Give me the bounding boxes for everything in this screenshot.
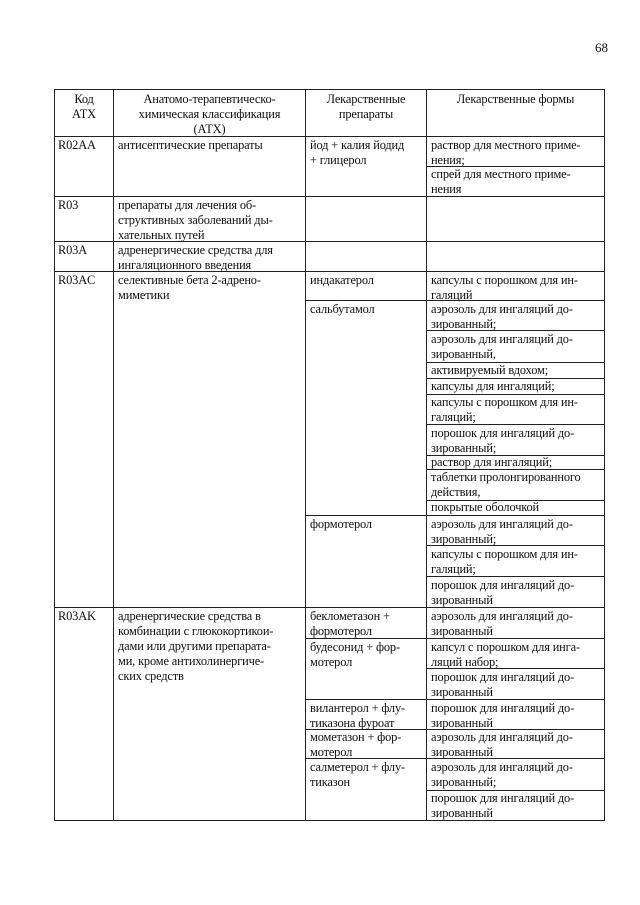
- header-code: Код АТХ: [72, 92, 96, 121]
- row-code: R03AC: [58, 273, 96, 287]
- dosage-form: спрей для местного приме- нения: [431, 167, 571, 196]
- row-code: R03: [58, 198, 79, 212]
- dosage-form: порошок для ингаляций до- зированный: [431, 670, 575, 699]
- dosage-form: капсулы для ингаляций;: [431, 379, 555, 393]
- dosage-form: капсулы с порошком для ин- галяций;: [431, 547, 578, 576]
- row-classification: адренергические средства для ингаляционного введения: [118, 243, 273, 272]
- drug-name: сальбутамол: [310, 302, 375, 316]
- header-forms: Лекарственные формы: [456, 92, 575, 106]
- row-code: R03A: [58, 243, 88, 257]
- dosage-form: покрытые оболочкой: [431, 500, 540, 514]
- page-number: 68: [595, 40, 608, 55]
- dosage-form: капсулы с порошком для ин- галяций;: [431, 395, 578, 424]
- row-classification: селективные бета 2-адрено- миметики: [118, 273, 261, 302]
- dosage-form: аэрозоль для ингаляций до- зированный: [431, 609, 573, 638]
- dosage-form: активируемый вдохом;: [431, 363, 549, 377]
- dosage-form: раствор для местного приме- нения;: [431, 138, 581, 167]
- dosage-form: порошок для ингаляций до- зированный: [431, 701, 575, 730]
- dosage-form: порошок для ингаляций до- зированный;: [431, 426, 575, 455]
- dosage-form: аэрозоль для ингаляций до- зированный,: [431, 332, 573, 361]
- dosage-form: аэрозоль для ингаляций до- зированный;: [431, 760, 573, 789]
- dosage-form: аэрозоль для ингаляций до- зированный;: [431, 517, 573, 546]
- dosage-form: капсулы с порошком для ин- галяций: [431, 273, 578, 302]
- drug-name: йод + калия йодид + глицерол: [310, 138, 405, 167]
- drug-name: вилантерол + флу- тиказона фуроат: [310, 701, 405, 730]
- dosage-form: аэрозоль для ингаляций до- зированный;: [431, 302, 573, 331]
- drug-name: салметерол + флу- тиказон: [310, 760, 405, 789]
- dosage-form: порошок для ингаляций до- зированный: [431, 578, 575, 607]
- dosage-form: аэрозоль для ингаляций до- зированный: [431, 730, 573, 759]
- header-drugs: Лекарственные препараты: [326, 92, 406, 121]
- drug-name: беклометазон + формотерол: [310, 609, 390, 638]
- row-classification: препараты для лечения об- структивных заболеваний ды- хательных путей: [118, 198, 273, 242]
- row-code: R02AA: [58, 138, 96, 152]
- dosage-form: капсул с порошком для инга- ляций набор;: [431, 640, 580, 669]
- dosage-form: раствор для ингаляций;: [431, 455, 553, 469]
- drug-name: будесонид + фор- мотерол: [310, 640, 400, 669]
- dosage-form: порошок для ингаляций до- зированный: [431, 791, 575, 820]
- drug-name: мометазон + фор- мотерол: [310, 730, 402, 759]
- row-code: R03AK: [58, 609, 96, 623]
- row-classification: адренергические средства в комбинации с глюкокортикои- дами или другими препарата- ми, кроме антихолинергиче- ских средств: [118, 609, 274, 683]
- row-classification: антисептические препараты: [118, 138, 263, 152]
- header-classification: Анатомо-терапевтическо- химическая классификация (АТХ): [138, 92, 281, 136]
- drug-name: формотерол: [310, 517, 372, 531]
- drug-name: индакатерол: [310, 273, 374, 287]
- dosage-form: таблетки пролонгированного действия,: [431, 470, 581, 499]
